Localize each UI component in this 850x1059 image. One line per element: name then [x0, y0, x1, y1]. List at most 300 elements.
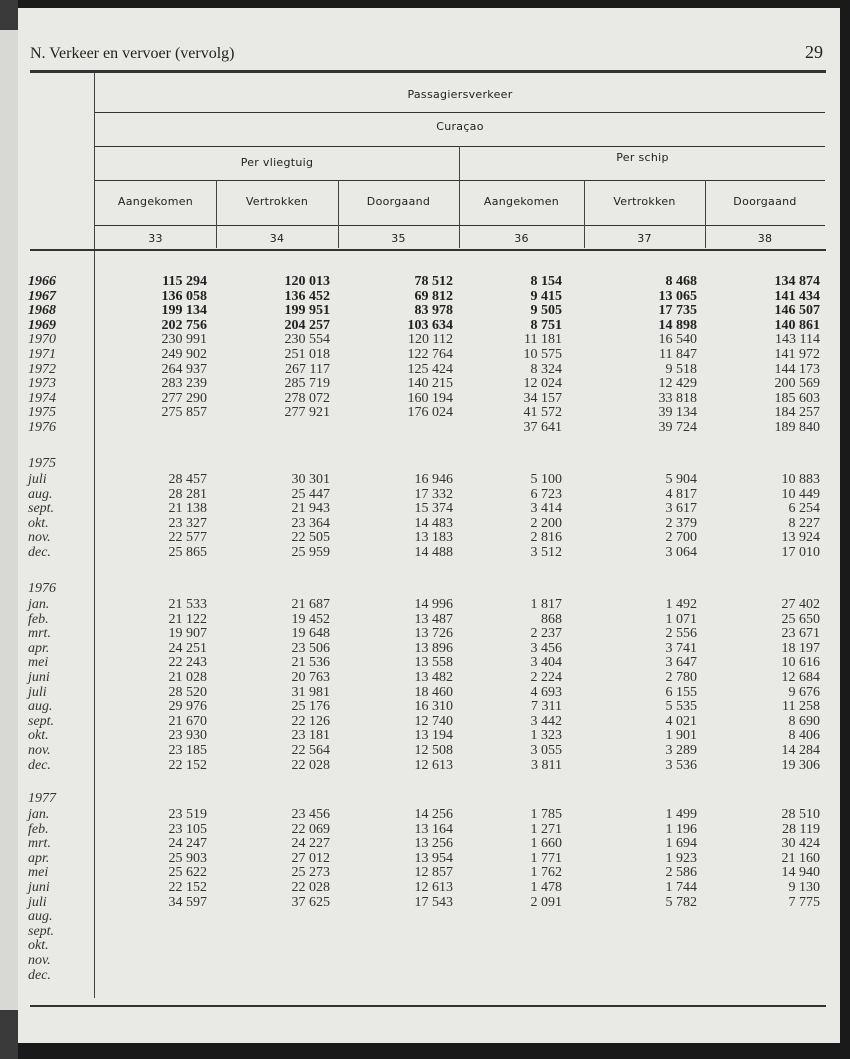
table-cell: 189 840	[774, 420, 820, 435]
table-cell: 19 648	[291, 626, 330, 642]
table-cell: 69 812	[414, 288, 453, 304]
row-label: nov.	[28, 743, 51, 758]
table-cell: 5 100	[530, 472, 562, 487]
table-cell: 25 622	[168, 865, 207, 881]
table-cell: 141 972	[774, 347, 820, 362]
table-cell: 14 284	[781, 743, 820, 758]
table-row	[0, 685, 850, 700]
table-row	[0, 807, 850, 822]
region-header: Curaçao	[436, 120, 484, 133]
table-cell: 22 126	[291, 713, 330, 729]
table-row	[0, 318, 850, 333]
table-cell: 185 603	[774, 390, 820, 406]
table-cell: 2 586	[665, 865, 697, 881]
table-cell: 9 505	[530, 303, 562, 319]
table-cell: 24 227	[291, 836, 330, 852]
table-cell: 25 176	[291, 699, 330, 715]
table-cell: 13 726	[414, 626, 453, 642]
row-label: okt.	[28, 728, 49, 744]
column-number: 37	[637, 232, 652, 245]
column-header: Vertrokken	[613, 195, 676, 208]
table-bottom-rule	[30, 1005, 826, 1007]
subgroup-air: Per vliegtuig	[240, 156, 314, 169]
table-row	[0, 880, 850, 895]
table-cell: 21 028	[168, 670, 207, 685]
table-cell: 29 976	[168, 699, 207, 715]
row-label: sept.	[28, 923, 55, 939]
table-cell: 140 215	[407, 376, 453, 392]
table-row	[0, 303, 850, 318]
table-cell: 2 780	[665, 670, 697, 685]
table-cell: 25 903	[168, 850, 207, 866]
table-cell: 9 415	[530, 288, 562, 304]
table-cell: 13 183	[414, 530, 453, 546]
table-cell: 230 991	[161, 332, 207, 348]
table-row	[0, 501, 850, 516]
table-cell: 3 456	[530, 640, 562, 656]
table-cell: 17 543	[414, 894, 453, 910]
table-cell: 18 460	[414, 684, 453, 700]
table-cell: 23 519	[168, 807, 207, 822]
table-cell: 23 930	[168, 728, 207, 744]
table-cell: 34 157	[523, 390, 562, 406]
table-cell: 34 597	[168, 894, 207, 910]
table-cell: 5 904	[665, 472, 697, 487]
table-cell: 10 449	[781, 486, 820, 502]
table-cell: 202 756	[161, 317, 207, 333]
table-cell: 24 247	[168, 836, 207, 852]
row-label: 1975	[28, 405, 56, 421]
table-cell: 13 065	[658, 288, 697, 304]
table-cell: 140 861	[774, 317, 820, 333]
table-cell: 4 021	[665, 713, 697, 729]
table-cell: 25 650	[781, 611, 820, 627]
table-cell: 16 310	[414, 699, 453, 715]
table-cell: 23 105	[168, 821, 207, 837]
row-label: sept.	[28, 713, 55, 729]
table-cell: 12 857	[414, 865, 453, 881]
table-cell: 249 902	[161, 347, 207, 362]
table-cell: 21 533	[168, 597, 207, 612]
table-cell: 199 951	[284, 303, 330, 319]
table-cell: 103 634	[407, 317, 453, 333]
table-cell: 16 946	[414, 472, 453, 487]
table-cell: 4 693	[530, 684, 562, 700]
table-cell: 1 762	[530, 865, 562, 881]
table-row	[0, 938, 850, 953]
table-row	[0, 289, 850, 304]
table-cell: 14 940	[781, 865, 820, 881]
page-title: N. Verkeer en vervoer (vervolg)	[30, 45, 235, 62]
table-cell: 37 641	[523, 420, 562, 435]
table-cell: 3 442	[530, 713, 562, 729]
table-cell: 17 332	[414, 486, 453, 502]
row-label: dec.	[28, 967, 51, 983]
row-label: jan.	[28, 807, 50, 822]
table-cell: 21 536	[291, 655, 330, 671]
row-label: sept.	[28, 501, 55, 517]
table-cell: 1 817	[530, 597, 562, 612]
table-cell: 9 518	[665, 361, 697, 377]
table-row	[0, 743, 850, 758]
table-cell: 2 816	[530, 530, 562, 546]
table-row	[0, 332, 850, 347]
table-cell: 22 505	[291, 530, 330, 546]
table-cell: 11 258	[782, 699, 820, 715]
row-label: 1974	[28, 390, 56, 406]
table-row	[0, 626, 850, 641]
table-cell: 5 535	[665, 699, 697, 715]
table-cell: 22 577	[168, 530, 207, 546]
table-cell: 21 122	[168, 611, 207, 627]
table-cell: 8 406	[788, 728, 820, 744]
row-label: 1968	[28, 303, 56, 319]
table-cell: 6 155	[665, 684, 697, 700]
table-cell: 184 257	[774, 405, 820, 421]
column-header: Aangekomen	[117, 195, 194, 208]
table-cell: 3 512	[530, 545, 562, 560]
table-cell: 204 257	[284, 317, 330, 333]
table-cell: 1 196	[665, 821, 697, 837]
table-row	[0, 405, 850, 420]
row-label: mei	[28, 865, 49, 881]
table-cell: 1 923	[665, 850, 697, 866]
table-cell: 120 112	[408, 332, 453, 348]
table-row	[0, 641, 850, 656]
table-cell: 9 130	[788, 880, 820, 895]
table-row	[0, 655, 850, 670]
table-cell: 39 134	[658, 405, 697, 421]
table-cell: 19 306	[781, 757, 820, 773]
table-cell: 3 064	[665, 545, 697, 560]
table-cell: 21 687	[291, 597, 330, 612]
table-cell: 2 556	[665, 626, 697, 642]
table-row	[0, 895, 850, 910]
table-row	[0, 728, 850, 743]
column-header: Vertrokken	[245, 195, 309, 208]
table-row	[0, 968, 850, 983]
table-cell: 17 010	[781, 545, 820, 560]
table-cell: 27 012	[291, 850, 330, 866]
table-cell: 20 763	[291, 670, 330, 685]
table-cell: 14 483	[414, 515, 453, 531]
table-row	[0, 670, 850, 685]
table-cell: 3 741	[665, 640, 697, 656]
row-label: apr.	[28, 640, 50, 656]
table-cell: 146 507	[774, 303, 820, 319]
table-cell: 136 452	[284, 288, 330, 304]
table-cell: 12 684	[781, 670, 820, 685]
row-label: juli	[28, 894, 47, 910]
header-bottom-rule	[30, 249, 826, 251]
table-cell: 11 847	[659, 347, 697, 362]
table-cell: 1 323	[530, 728, 562, 744]
table-cell: 22 028	[291, 880, 330, 895]
row-label: mrt.	[28, 836, 51, 852]
table-row	[0, 836, 850, 851]
table-cell: 39 724	[658, 420, 697, 435]
table-cell: 10 883	[781, 472, 820, 487]
table-cell: 1 771	[530, 850, 562, 866]
table-row	[0, 699, 850, 714]
table-cell: 33 818	[658, 390, 697, 406]
rule	[95, 180, 825, 181]
table-cell: 143 114	[775, 332, 820, 348]
table-cell: 120 013	[284, 274, 330, 289]
table-cell: 2 091	[530, 894, 562, 910]
table-cell: 22 243	[168, 655, 207, 671]
table-row	[0, 347, 850, 362]
table-row	[0, 420, 850, 435]
table-row	[0, 545, 850, 560]
row-label: 1966	[28, 274, 56, 289]
table-cell: 11 181	[524, 332, 562, 348]
table-cell: 27 402	[781, 597, 820, 612]
table-row	[0, 530, 850, 545]
table-row	[0, 924, 850, 939]
table-cell: 3 811	[531, 757, 562, 773]
table-cell: 7 311	[531, 699, 562, 715]
column-header: Doorgaand	[733, 195, 797, 208]
row-label: nov.	[28, 530, 51, 546]
row-label: nov.	[28, 953, 51, 968]
table-cell: 13 896	[414, 640, 453, 656]
row-label: mrt.	[28, 626, 51, 642]
table-cell: 134 874	[774, 274, 820, 289]
row-label: juli	[28, 684, 47, 700]
table-cell: 6 254	[788, 501, 820, 517]
table-cell: 25 959	[291, 545, 330, 560]
table-cell: 122 764	[407, 347, 453, 362]
table-row	[0, 851, 850, 866]
table-row	[0, 516, 850, 531]
row-label: 1971	[28, 347, 56, 362]
table-cell: 285 719	[284, 376, 330, 392]
table-cell: 277 921	[284, 405, 330, 421]
row-label: aug.	[28, 486, 53, 502]
table-cell: 10 616	[781, 655, 820, 671]
table-cell: 264 937	[161, 361, 207, 377]
table-row	[0, 953, 850, 968]
table-cell: 9 676	[788, 684, 820, 700]
table-cell: 125 424	[407, 361, 453, 377]
group-year-label: 1976	[28, 581, 56, 596]
table-cell: 23 506	[291, 640, 330, 656]
table-cell: 4 817	[665, 486, 697, 502]
table-cell: 23 456	[291, 807, 330, 822]
table-cell: 22 564	[291, 743, 330, 758]
row-label: juni	[28, 880, 50, 895]
row-label: okt.	[28, 515, 49, 531]
table-cell: 14 898	[658, 317, 697, 333]
table-cell: 5 782	[665, 894, 697, 910]
row-label: okt.	[28, 938, 49, 954]
table-cell: 3 647	[665, 655, 697, 671]
table-cell: 136 058	[161, 288, 207, 304]
table-cell: 23 181	[291, 728, 330, 744]
table-row	[0, 487, 850, 502]
table-cell: 12 613	[414, 880, 453, 895]
row-label: 1967	[28, 288, 56, 304]
rule	[95, 146, 825, 147]
table-row	[0, 909, 850, 924]
table-cell: 200 569	[774, 376, 820, 392]
table-cell: 13 256	[414, 836, 453, 852]
table-cell: 13 194	[414, 728, 453, 744]
table-cell: 3 289	[665, 743, 697, 758]
table-cell: 17 735	[658, 303, 697, 319]
table-cell: 8 227	[788, 515, 820, 531]
table-cell: 13 924	[781, 530, 820, 546]
table-cell: 1 744	[665, 880, 697, 895]
table-cell: 2 224	[530, 670, 562, 685]
table-cell: 22 069	[291, 821, 330, 837]
column-number: 34	[269, 232, 285, 245]
table-cell: 22 152	[168, 880, 207, 895]
table-cell: 22 028	[291, 757, 330, 773]
table-cell: 25 865	[168, 545, 207, 560]
table-cell: 10 575	[523, 347, 562, 362]
table-cell: 141 434	[774, 288, 820, 304]
table-cell: 278 072	[284, 390, 330, 406]
table-cell: 12 740	[414, 713, 453, 729]
table-row	[0, 865, 850, 880]
row-label: 1972	[28, 361, 56, 377]
table-cell: 13 954	[414, 850, 453, 866]
table-cell: 24 251	[168, 640, 207, 656]
group-year-label: 1977	[28, 791, 56, 806]
row-label: 1973	[28, 376, 56, 392]
table-cell: 8 324	[530, 361, 562, 377]
table-cell: 13 482	[414, 670, 453, 685]
table-cell: 2 200	[530, 515, 562, 531]
table-cell: 28 457	[168, 472, 207, 487]
table-cell: 25 273	[291, 865, 330, 881]
table-cell: 41 572	[523, 405, 562, 421]
table-cell: 19 907	[168, 626, 207, 642]
table-cell: 12 429	[658, 376, 697, 392]
table-cell: 3 414	[530, 501, 562, 517]
subgroup-ship: Per schip	[616, 151, 669, 164]
table-cell: 277 290	[161, 390, 207, 406]
table-cell: 1 492	[665, 597, 697, 612]
rule	[95, 112, 825, 113]
table-cell: 23 185	[168, 743, 207, 758]
column-number: 33	[148, 232, 163, 245]
table-cell: 160 194	[407, 390, 453, 406]
table-row	[0, 274, 850, 289]
table-cell: 37 625	[291, 894, 330, 910]
table-cell: 1 271	[530, 821, 562, 837]
row-label: mei	[28, 655, 49, 671]
table-cell: 8 690	[788, 713, 820, 729]
table-cell: 28 281	[168, 486, 207, 502]
table-cell: 83 978	[414, 303, 453, 319]
table-cell: 8 751	[530, 317, 562, 333]
group-year-label: 1975	[28, 456, 56, 471]
row-label: dec.	[28, 757, 51, 773]
rule	[95, 225, 825, 226]
table-cell: 15 374	[414, 501, 453, 517]
table-cell: 12 508	[414, 743, 453, 758]
table-cell: 23 671	[781, 626, 820, 642]
column-header: Aangekomen	[483, 195, 560, 208]
column-number: 38	[757, 232, 773, 245]
table-row	[0, 822, 850, 837]
table-cell: 14 256	[414, 807, 453, 822]
table-cell: 251 018	[284, 347, 330, 362]
table-cell: 22 152	[168, 757, 207, 773]
table-cell: 21 160	[781, 850, 820, 866]
table-cell: 28 119	[782, 821, 820, 837]
table-cell: 2 700	[665, 530, 697, 546]
table-row	[0, 376, 850, 391]
table-cell: 8 468	[665, 274, 697, 289]
table-cell: 1 478	[530, 880, 562, 895]
table-cell: 30 301	[291, 472, 330, 487]
table-cell: 1 499	[665, 807, 697, 822]
table-cell: 2 379	[665, 515, 697, 531]
table-cell: 6 723	[530, 486, 562, 502]
group-header: Passagiersverkeer	[407, 88, 513, 101]
table-cell: 14 996	[414, 597, 453, 612]
table-cell: 25 447	[291, 486, 330, 502]
page-number: 29	[805, 42, 823, 62]
table-cell: 30 424	[781, 836, 820, 852]
table-cell: 283 239	[161, 376, 207, 392]
row-label: aug.	[28, 699, 53, 715]
table-cell: 12 613	[414, 757, 453, 773]
table-row	[0, 472, 850, 487]
table-row	[0, 362, 850, 377]
table-cell: 21 670	[168, 713, 207, 729]
table-cell: 115 294	[162, 274, 207, 289]
row-label: dec.	[28, 545, 51, 560]
table-cell: 1 901	[665, 728, 697, 744]
row-label: 1969	[28, 317, 56, 333]
row-label: juli	[28, 472, 47, 487]
table-cell: 868	[541, 611, 562, 627]
table-cell: 176 024	[407, 405, 453, 421]
table-cell: 12 024	[523, 376, 562, 392]
table-cell: 23 327	[168, 515, 207, 531]
row-label: feb.	[28, 821, 49, 837]
table-cell: 1 785	[530, 807, 562, 822]
table-cell: 28 520	[168, 684, 207, 700]
row-label: juni	[28, 670, 50, 685]
table-cell: 28 510	[781, 807, 820, 822]
table-cell: 275 857	[161, 405, 207, 421]
table-cell: 21 943	[291, 501, 330, 517]
column-number: 35	[391, 232, 406, 245]
table-cell: 19 452	[291, 611, 330, 627]
table-cell: 144 173	[774, 361, 820, 377]
table-cell: 13 558	[414, 655, 453, 671]
table-cell: 3 055	[530, 743, 562, 758]
row-label: apr.	[28, 850, 50, 866]
table-cell: 230 554	[284, 332, 330, 348]
table-cell: 7 775	[788, 894, 820, 910]
table-cell: 199 134	[161, 303, 207, 319]
table-cell: 14 488	[414, 545, 453, 560]
table-cell: 1 694	[665, 836, 697, 852]
table-cell: 8 154	[530, 274, 562, 289]
table-row	[0, 612, 850, 627]
table-cell: 267 117	[285, 361, 330, 377]
table-cell: 18 197	[781, 640, 820, 656]
table-cell: 1 071	[665, 611, 697, 627]
table-cell: 78 512	[414, 274, 453, 289]
